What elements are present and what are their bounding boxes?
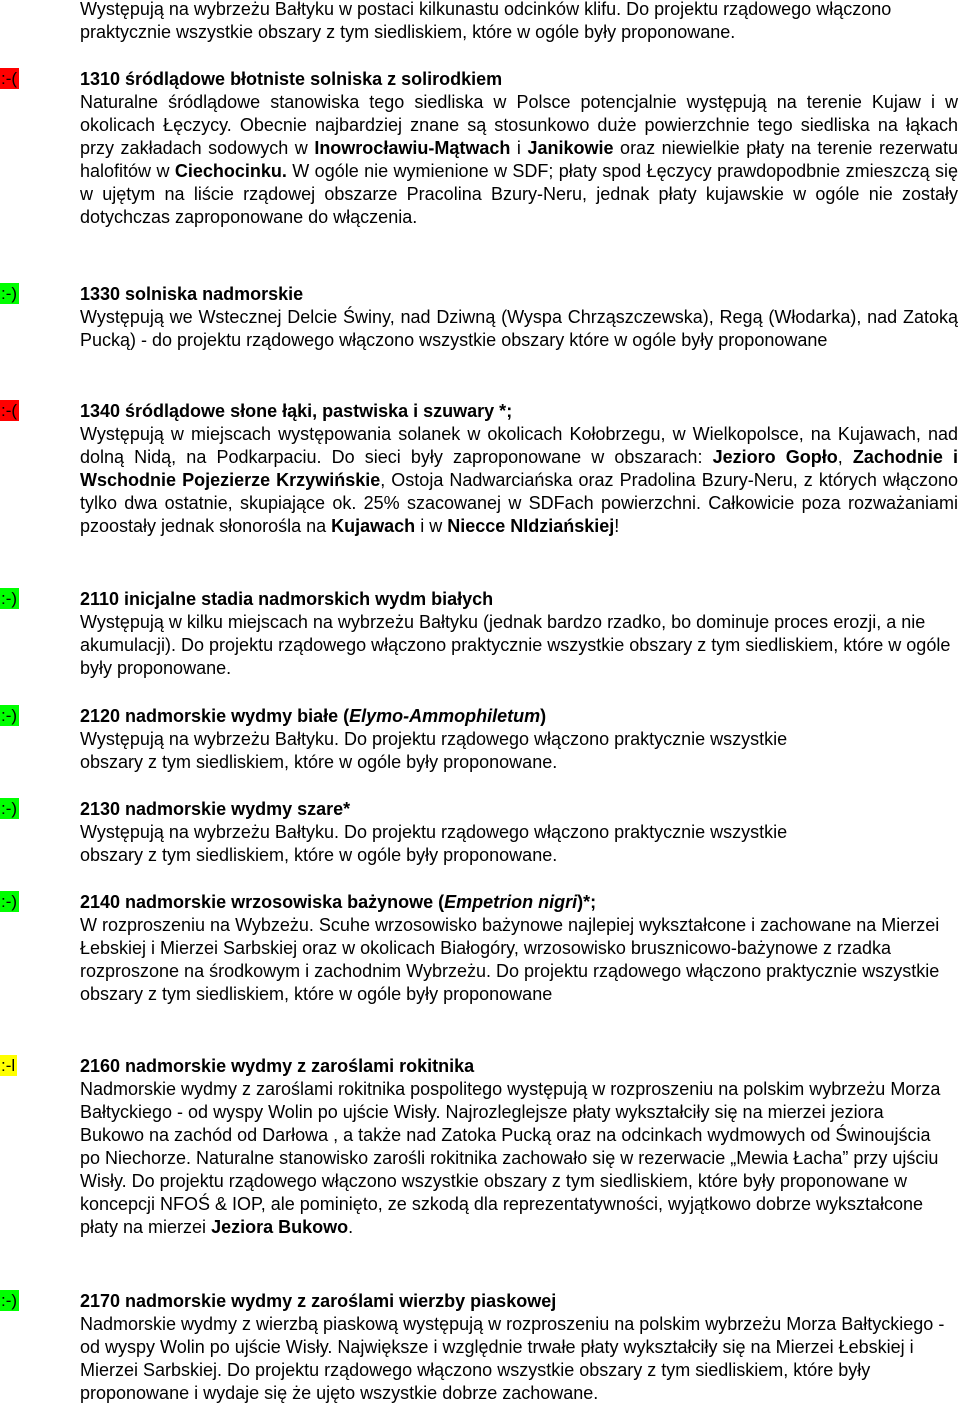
section-body-1330: Występują we Wstecznej Delcie Świny, nad Dziwną (Wyspa Chrząszczewska), Regą (Włodarka), nad Zatoką Pucką) - do projektu rządowego włączono wszystkie obszary które w ogóle były proponowane <box>80 307 958 350</box>
section-body-2130: Występują na wybrzeżu Bałtyku. Do projektu rządowego włączono praktycznie wszystkie obszary z tym siedliskiem, które w ogóle były proponowane. <box>80 822 788 865</box>
section-body-1340: Występują w miejscach występowania solanek w okolicach Kołobrzegu, w Wielkopolsce, na Kujawach, nad dolną Nidą, na Podkarpaciu. Do sieci były zaproponowane w obszarach: Jezioro Gopło, Zachodnie i Wschodnie Pojezierze Krzywińskie, Ostoja Nadwarciańska oraz Pradolina Bzury-Neru, z których włączono tylko dwa ostatnie, skupiające ok. 25% szacowanej w SDFach powierzchni. Całkowicie poza rozważaniami pzoostały jednak słonorośla na Kujawach i w Niecce NIdziańskiej! <box>80 424 959 536</box>
happy-emoticon-badge: :-) <box>1 892 18 911</box>
section-title-1310: 1310 śródlądowe błotniste solniska z solirodkiem <box>80 69 503 89</box>
section-body-2170: Nadmorskie wydmy z wierzbą piaskową występują w rozproszeniu na polskim wybrzeżu Morza Bałtyckiego - od wyspy Wolin po ujście Wisły. Największe i względnie trwałe płaty wykształciły się na Mierzei Łebskiej i Mierzei Sarbskiej. Do projektu rządowego włączono wszystkie obszary z tym siedliskiem, które były proponowane i wydaje się że ujęto wszystkie dobrze zachowane. <box>80 1314 945 1403</box>
section-title-2120: 2120 nadmorskie wydmy białe (Elymo-Ammophiletum) <box>80 706 547 726</box>
intro-paragraph: Występują na wybrzeżu Bałtyku w postaci kilkunastu odcinków klifu. Do projektu rządowego włączono praktycznie wszystkie obszary z tym siedliskiem, które w ogóle były proponowane. <box>80 0 892 42</box>
section-title-2130: 2130 nadmorskie wydmy szare* <box>80 799 351 819</box>
section-body-2110: Występują w kilku miejscach na wybrzeżu Bałtyku (jednak bardzo rzadko, bo dominuje proces erozji, a nie akumulacji). Do projektu rządowego włączono praktycznie wszystkie obszary z tym siedliskiem, które w ogóle były proponowane. <box>80 612 951 678</box>
section-title-2110: 2110 inicjalne stadia nadmorskich wydm białych <box>80 589 494 609</box>
section-title-2140: 2140 nadmorskie wrzosowiska bażynowe (Empetrion nigri)*; <box>80 892 597 912</box>
happy-emoticon-badge: :-) <box>1 589 18 608</box>
section-body-1310: Naturalne śródlądowe stanowiska tego siedliska w Polsce potencjalnie występują na terenie Kujaw i w okolicach Łęczycy. Obecnie najbardziej znane są stosunkowo duże powierzchnie tego siedliska na łąkach przy zakładach sodowych w Inowrocławiu-Mątwach i Janikowie oraz niewielkie płaty na terenie rezerwatu halofitów w Ciechocinku. W ogóle nie wymienione w SDF; płaty spod Łęczycy prawdopodbnie zmieszczą się w ujętym na liście rządowej obszarze Pracolina Bzury-Neru, jednak płaty kujawskie w ogóle nie zostały dotychczas zaproponowane do włączenia. <box>80 92 959 227</box>
neutral-emoticon-badge: :-l <box>1 1056 16 1075</box>
section-body-2140: W rozproszeniu na Wybzeżu. Scuhe wrzosowisko bażynowe najlepiej wykształcone i zachowane na Mierzei Łebskiej i Mierzei Sarbskiej oraz w okolicach Białogóry, wrzosowisko brusznicowo-bażynowe z rzadka rozproszone na środkowym i zachodnim Wybrzeżu. Do projektu rządowego włączono praktycznie wszystkie obszary z tym siedliskiem, które w ogóle były proponowane <box>80 915 940 1004</box>
section-body-2120: Występują na wybrzeżu Bałtyku. Do projektu rządowego włączono praktycznie wszystkie obszary z tym siedliskiem, które w ogóle były proponowane. <box>80 729 788 772</box>
section-title-2160: 2160 nadmorskie wydmy z zaroślami rokitnika <box>80 1056 475 1076</box>
happy-emoticon-badge: :-) <box>1 284 18 303</box>
section-body-2160: Nadmorskie wydmy z zaroślami rokitnika pospolitego występują w rozproszeniu na polskim wybrzeżu Morza Bałtyckiego - od wyspy Wolin po ujście Wisły. Najrozleglejsze płaty wykształciły się na mierzei jeziora Bukowo na zachód od Darłowa , a także nad Zatoka Pucką oraz na odcinkach wydmowych od Świnoujścia po Niechorze. Naturalne stanowisko zarośli rokitnika zachowało się w rezerwacie „Mewia Łacha” przy ujściu Wisły. Do projektu rządowego włączono wszystkie obszary z tym siedliskiem, które były proponowane w koncepcji NFOŚ & IOP, ale pominięto, ze szkodą dla reprezentatywności, wyjątkowo dobrze wykształcone płaty na mierzei Jeziora Bukowo. <box>80 1079 941 1237</box>
section-title-1330: 1330 solniska nadmorskie <box>80 284 304 304</box>
happy-emoticon-badge: :-) <box>1 1291 18 1310</box>
sad-emoticon-badge: :-( <box>1 69 18 88</box>
section-title-2170: 2170 nadmorskie wydmy z zaroślami wierzby piaskowej <box>80 1291 557 1311</box>
sad-emoticon-badge: :-( <box>1 401 18 420</box>
section-title-1340: 1340 śródlądowe słone łąki, pastwiska i szuwary *; <box>80 401 513 421</box>
happy-emoticon-badge: :-) <box>1 799 18 818</box>
happy-emoticon-badge: :-) <box>1 706 18 725</box>
